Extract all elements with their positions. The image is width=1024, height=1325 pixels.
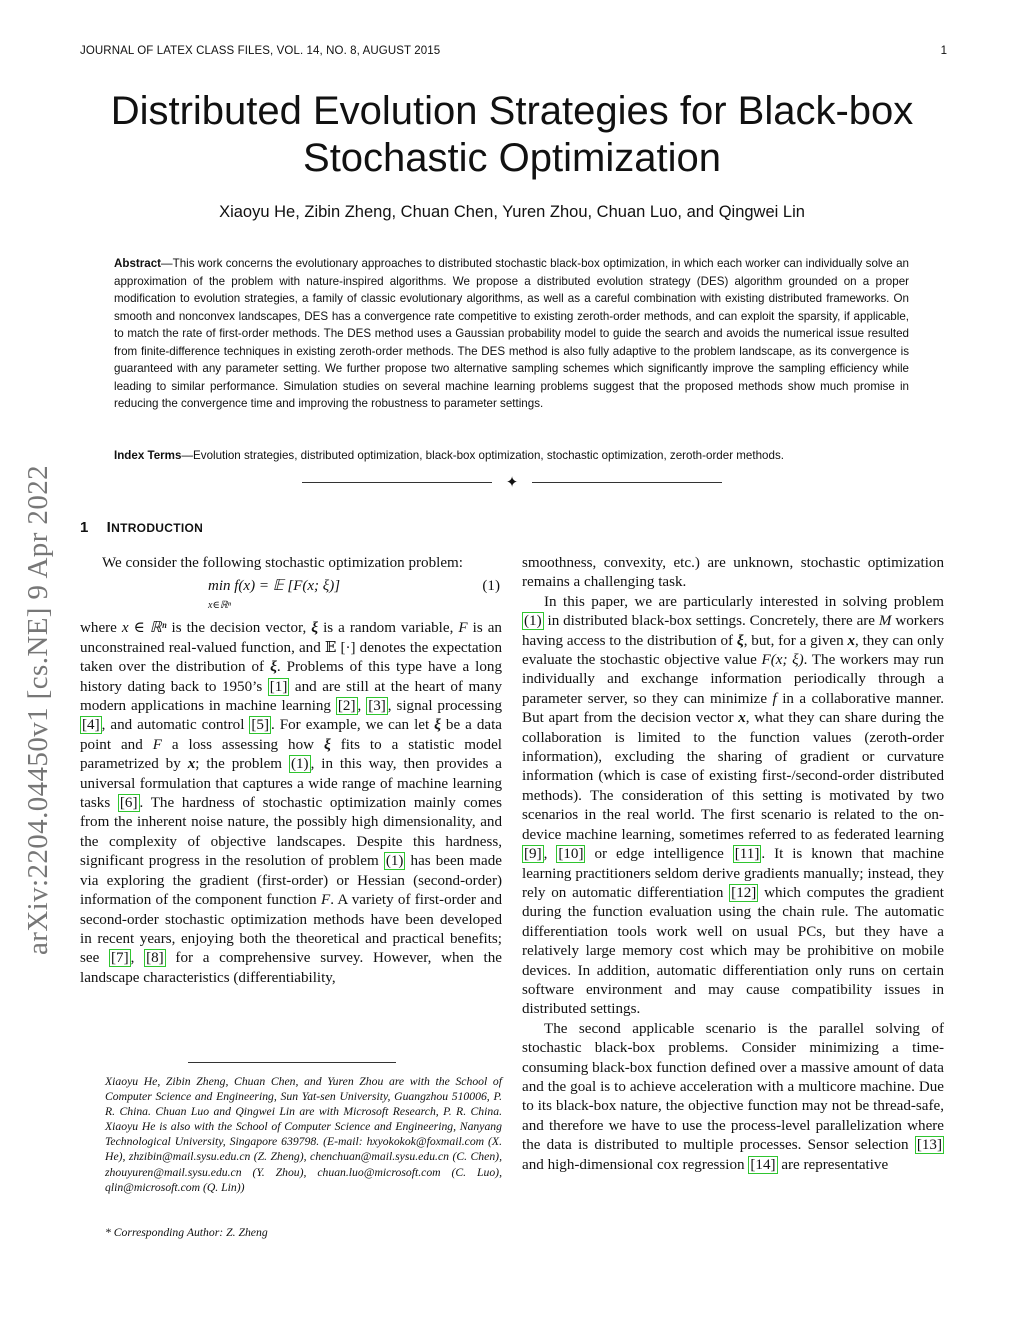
footnote-affiliations: Xiaoyu He, Zibin Zheng, Chuan Chen, and Yuren Zhou are with the School of Computer Science and Engineering, Sun Yat-sen University, Guangzhou 510006, P. R. China. Chuan Luo and Qingwei Lin are with Microsoft Research, P. R. China. Xiaoyu He is also with the School of Computer Science and Engineering, Nanyang Technological University, Singapore 639798. (E-mail: hxyokokok@foxmail.com (X. He), zhzibin@mail.sysu.edu.cn (Z. Zheng), chenchuan@mail.sysu.edu.cn (C. Chen), zhouyuren@mail.sysu.edu.cn (Y. Zhou), chuan.luo@microsoft.com (C. Luo), qlin@microsoft.com (Q. Lin)) [105,1075,502,1194]
title-line-1: Distributed Evolution Strategies for Black-box [110,89,914,133]
section-title-rest: NTRODUCTION [111,521,204,535]
left-column [80,554,502,988]
paper-title [0,88,1024,182]
title-line-2: Stochastic Optimization [303,136,721,180]
paragraph-second-scenario: The second applicable scenario is the parallel solving of stochastic black-box problems. Consider minimizing a time-consuming black-box function defined over a massive amount of data and the goal is to achieve acceleration with a multicore machine. Due to its black-box nature, the objective function may not be thread-safe, and therefore we have to use the process-level parallelization where the data is distributed to multiple processes. Sensor selection [13] and high-dimensional cox regression [14] are representative [522,1020,944,1173]
abstract-text: —This work concerns the evolutionary approaches to distributed stochastic black-box optimization, in which each worker can individually solve an approximation of the problem with nature-inspired algorithms. We propose a distributed evolution strategy (DES) algorithm grounded on a proper modification to evolution strategies, a family of classic evolutionary algorithms, as well as a careful combination with existing distributed frameworks. On smooth and nonconvex landscapes, DES has a convergence rate competitive to existing zeroth-order methods, and can exploit the sparsity, if applicable, to match the rate of first-order methods. The DES method uses a Gaussian probability model to guide the search and avoids the numerical issue resulted from finite-difference techniques in existing zeroth-order methods. The DES method is also fully adaptive to the problem landscape, as its convergence is guaranteed with any parameter setting. We further propose two alternative sampling schemes which significantly improve the sampling efficiency while leading to similar performance. Simulation studies on several machine learning problems suggest that the proposed methods show much promise in reducing the convergence time and improving the robustness to parameter settings. [114,257,909,410]
citation-link[interactable]: [12] [731,884,757,901]
citation-link[interactable]: [2] [337,698,356,715]
paragraph-continuation: smoothness, convexity, etc.) are unknown, stochastic optimization remains a challenging task. [522,555,944,591]
divider-line-right [532,482,722,483]
page-number: 1 [940,45,947,57]
citation-link[interactable]: [11] [734,846,760,863]
index-terms-text: —Evolution strategies, distributed optimization, black-box optimization, stochastic optimization, zeroth-order methods. [181,449,784,462]
divider-ornament-icon: ✦ [505,475,519,491]
citation-link[interactable]: [13] [916,1137,942,1154]
citation-link[interactable]: [9] [524,846,542,863]
section-title-initial: I [106,519,112,536]
citation-link[interactable]: [5] [251,717,269,734]
equation-number: (1) [482,578,500,595]
citation-link[interactable]: [3] [368,698,386,715]
section-heading [80,519,203,536]
running-head: JOURNAL OF LATEX CLASS FILES, VOL. 14, NO. 8, AUGUST 2015 [80,45,441,57]
equation-1 [80,575,502,615]
paragraph-intro: We consider the following stochastic optimization problem: [102,555,463,571]
paragraph-distributed-setting: In this paper, we are particularly interested in solving problem (1) in distributed black-box settings. Concretely, there are M workers having access to the distribution of ξ, but, for a given x, they can only evaluate the stochastic objective value F(x; ξ). The workers may run individually and exchange information periodically through a parameter server, so they can minimize f in a collaborative manner. But apart from the decision vector x, what they can share during the collaboration is limited to the function values (zeroth-order information), excluding the sharing of gradient or curvature information (which is case of existing first-/second-order distributed methods). The consideration of this setting is motivated by two scenarios in the real world. The first scenario is related to the on-device machine learning, sometimes referred to as federated learning [9] , [10] or edge intelligence [11] . It is known that machine learning practitioners seldom derive gradients manually; instead, they rely on automatic differentiation [12] which computes the gradient during the function evaluation using the chain rule. The automatic differentiation tools work well on usual PCs, but they have a relatively large memory cost which may be prohibitive on mobile devices. In addition, automatic differentiation only runs on certain software environment and may cause compatibility issues in distributed settings. [522,593,944,1018]
equation-reference-link[interactable]: (1) [524,613,542,630]
equation-reference-link[interactable]: (1) [290,756,309,773]
author-list: Xiaoyu He, Zibin Zheng, Chuan Chen, Yuren Zhou, Chuan Luo, and Qingwei Lin [219,203,805,221]
citation-link[interactable]: [14] [750,1156,776,1173]
section-number: 1 [80,519,89,536]
section-divider [302,473,722,493]
equation-subscript: x∈ℝⁿ [208,600,231,612]
arxiv-identifier-stamp: arXiv:2204.04450v1 [cs.NE] 9 Apr 2022 [22,464,54,955]
index-terms [114,447,909,465]
equation-expression: min f(x) = 𝔼 [F(x; ξ)] [208,578,341,595]
citation-link[interactable]: [1] [269,678,288,695]
equation-reference-link[interactable]: (1) [385,853,404,870]
citation-link[interactable]: [10] [558,846,584,863]
footnote-corresponding-author: * Corresponding Author: Z. Zheng [105,1226,268,1239]
citation-link[interactable]: [7] [111,950,129,967]
abstract-label: Abstract [114,257,162,270]
index-terms-label: Index Terms [114,449,182,462]
right-column [522,554,944,1175]
citation-link[interactable]: [6] [119,795,138,812]
divider-line-left [302,482,492,483]
citation-link[interactable]: [4] [82,717,100,734]
paragraph-problem-description: where x ∈ ℝⁿ is the decision vector, ξ is a random variable, F is an unconstrained real-valued function, and 𝔼 [·] denotes the expectation taken over the distribution of ξ. Problems of this type have a long history dating back to 1950’s [1] and are still at the heart of many modern applications in machine learning [2] , [3] , signal processing [4] , and automatic control [5] . For example, we can let ξ be a data point and F a loss assessing how ξ fits to a statistic model parametrized by x; the problem (1) , in this way, then provides a universal formulation that captures a wide range of machine learning tasks [6] . The hardness of stochastic optimization mainly comes from the inherent noise nature, the possibly high dimensionality, and the complexity of objective landscapes. Despite this hardness, significant progress in the resolution of problem (1) has been made via exploring the gradient (first-order) or Hessian (second-order) information of the component function F. A variety of first-order and second-order stochastic optimization methods have been developed in recent years, enjoying both the theoretical and practical benefits; see [7] , [8] for a comprehensive survey. However, when the landscape characteristics (differentiability, [80,620,503,986]
citation-link[interactable]: [8] [146,950,164,967]
footnote-rule [188,1062,396,1063]
abstract [114,255,909,413]
